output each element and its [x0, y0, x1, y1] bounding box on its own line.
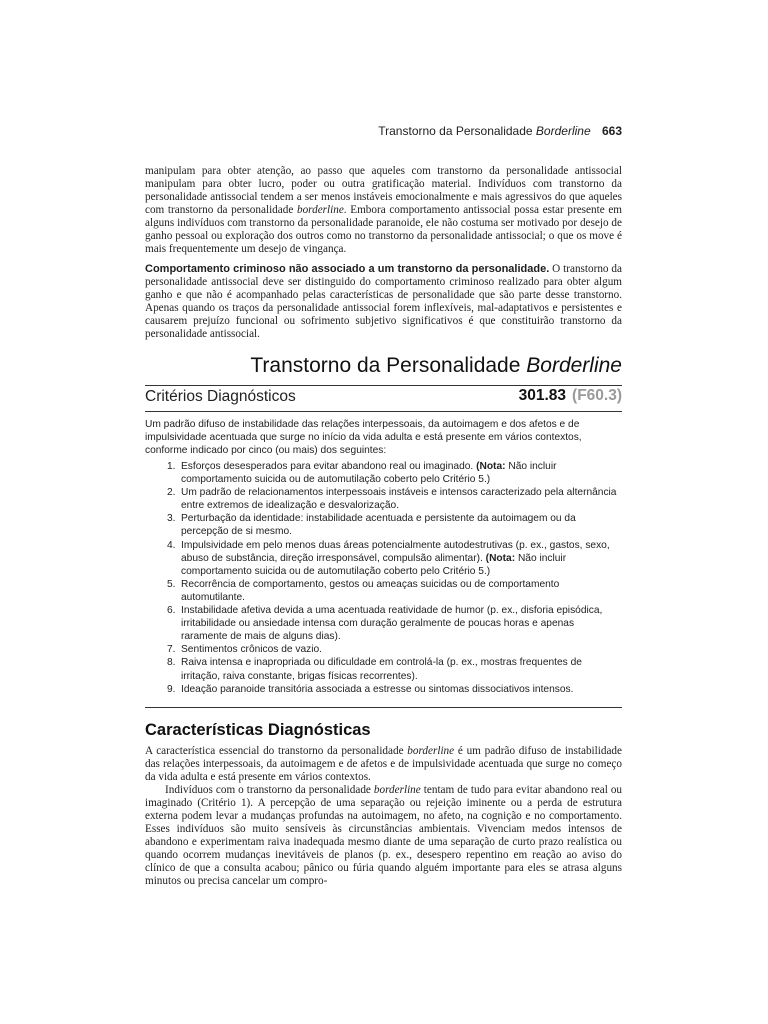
intro-paragraph: [145, 165, 622, 256]
criterion-text: Raiva intensa e inapropriada ou dificuldade em controlá-la (p. ex., mostras frequentes de irritação, raiva constante, brigas físicas recorrentes).: [181, 657, 582, 682]
criterion-text: Esforços desesperados para evitar abandono real ou imaginado.: [181, 461, 474, 472]
criterion-item: [145, 486, 622, 512]
criterion-item: [145, 604, 622, 643]
criterion-number: 3.: [167, 513, 176, 525]
running-title: Transtorno da Personalidade: [378, 124, 533, 138]
criteria-rule: [145, 411, 622, 412]
criterion-number: 7.: [167, 644, 176, 656]
diagnostic-codes: [519, 387, 622, 405]
text-run: Indivíduos com o transtorno da personalidade: [165, 784, 371, 797]
criterion-number: 9.: [167, 683, 176, 695]
criterion-item: [145, 643, 622, 656]
criminal-behavior-heading: Comportamento criminoso não associado a um transtorno da personalidade.: [145, 263, 550, 275]
criminal-behavior-paragraph: [145, 263, 622, 341]
diagnostic-features-heading: Características Diagnósticas: [145, 721, 371, 739]
criterion-item: [145, 683, 622, 696]
criterion-text: Ideação paranoide transitória associada a estresse ou sintomas dissociativos intensos.: [181, 683, 574, 695]
intro-text-rest: . Embora comportamento antissocial possa estar presente em alguns indivíduos com transtorno da personalidade paranoide, ele não costuma ser motivado por desejo de ganho pessoal ou exploração dos outros como no transtorno da personalidade antissocial; o que os move é mais frequentemente um desejo de vingança.: [145, 204, 622, 256]
criterion-item: [145, 656, 622, 682]
criterion-item: [145, 539, 622, 578]
section-title-text: Transtorno da Personalidade: [250, 354, 521, 377]
criterion-item: [145, 460, 622, 486]
diagnostic-paragraph-1: [145, 745, 622, 784]
criterion-text: Um padrão de relacionamentos interpessoais instáveis e intensos caracterizado pela alternância entre extremos de idealização e desvalorização.: [181, 487, 617, 512]
criterion-text: Instabilidade afetiva devida a uma acentuada reatividade de humor (p. ex., disforia episódica, irritabilidade ou ansiedade intensa com duração geralmente de poucas horas e apenas raramente de mais de alguns dias).: [181, 605, 603, 643]
criterion-note-label: (Nota:: [485, 552, 516, 564]
criterion-text: Recorrência de comportamento, gestos ou ameaças suicidas ou de comportamento automutilante.: [181, 578, 560, 603]
intro-italic-term: borderline: [296, 204, 344, 217]
diagnostic-features-body: [145, 745, 622, 889]
running-header: [145, 123, 622, 139]
italic-term: borderline: [373, 784, 421, 797]
criterion-note-text: Não incluir comportamento suicida ou de automutilação coberto pelo Critério 5.): [181, 461, 557, 486]
criterion-note-text: Não incluir comportamento suicida ou de automutilação coberto pelo Critério 5.): [181, 552, 567, 577]
text-run: tentam de tudo para evitar abandono real ou imaginado (Critério 1). A percepção de uma separação ou rejeição iminente ou a perda de estrutura externa podem levar a mudanças profundas na autoimagem, no afeto, na cognição e no comportamento. Esses indivíduos são muito sensíveis às circunstâncias ambientais. Vivenciam medos intensos de abandono e experimentam raiva inadequada mesmo diante de uma separação de curto prazo realística ou quando ocorrem mudanças inevitáveis de planos (p. ex., desespero repentino em reação ao aviso do clínico de que a consulta acabou; pânico ou fúria quando alguém importante para eles se atrasa alguns minutos ou precisa cancelar um compro-: [145, 784, 623, 888]
section-title-italic: Borderline: [526, 354, 622, 377]
criterion-number: 6.: [167, 605, 176, 617]
criterion-note-label: (Nota:: [476, 461, 506, 472]
criterion-text: Impulsividade em pelo menos duas áreas potencialmente autodestrutivas (p. ex., gastos, sexo, abuso de substância, direção irresponsável, compulsão alimentar).: [181, 539, 610, 564]
intro-text: manipulam para obter atenção, ao passo que aqueles com transtorno da personalidade antissocial manipulam para obter lucro, poder ou outra gratificação material. Indivíduos com transtorno da personalidade antissocial tendem a ser menos instáveis emocionalmente e mais agressivos do que aqueles com transtorno da personalidade: [145, 165, 622, 217]
criterion-item: [145, 512, 622, 538]
icd-code: (F60.3): [572, 387, 622, 404]
diagnostic-paragraph-2: [145, 784, 622, 888]
criterion-number: 4.: [167, 539, 176, 551]
criterion-text: Perturbação da identidade: instabilidade acentuada e persistente da autoimagem ou da percepção de si mesmo.: [181, 513, 576, 538]
text-run: é um padrão difuso de instabilidade das relações interpessoais, da autoimagem e de afetos e de impulsividade acentuada que surge no começo da vida adulta e está presente em vários contextos.: [145, 745, 622, 784]
criteria-label: Critérios Diagnósticos: [145, 388, 296, 405]
text-run: A característica essencial do transtorno da personalidade: [145, 745, 404, 757]
bottom-rule: [145, 707, 622, 708]
page-number: 663: [601, 124, 622, 138]
criminal-behavior-text: O transtorno da personalidade antissocial deve ser distinguido do comportamento criminoso realizado para obter algum ganho e que não é acompanhado pelas características de personalidade que são parte desse transtorno. Apenas quando os traços da personalidade antissocial forem inflexíveis, mal-adaptativos e persistentes e causarem prejuízo funcional ou sofrimento subjetivo significativos é que constituirão transtorno da personalidade antissocial.: [145, 263, 622, 341]
criteria-list: [145, 460, 622, 696]
running-title-italic: Borderline: [535, 124, 591, 138]
criterion-text: Sentimentos crônicos de vazio.: [181, 644, 322, 656]
criterion-number: 2.: [167, 487, 176, 499]
dsm-code: 301.83: [518, 387, 567, 404]
criterion-number: 8.: [167, 657, 176, 669]
criterion-number: 5.: [167, 578, 176, 590]
criteria-header: [145, 386, 622, 408]
criterion-item: [145, 578, 622, 604]
italic-term: borderline: [407, 745, 455, 757]
criterion-number: 1.: [167, 461, 176, 472]
section-title: [145, 352, 622, 380]
criteria-intro: Um padrão difuso de instabilidade das relações interpessoais, da autoimagem e dos afetos e de impulsividade acentuada que surge no início da vida adulta e está presente em vários contextos, conforme indicado por cinco (ou mais) dos seguintes:: [145, 419, 582, 457]
